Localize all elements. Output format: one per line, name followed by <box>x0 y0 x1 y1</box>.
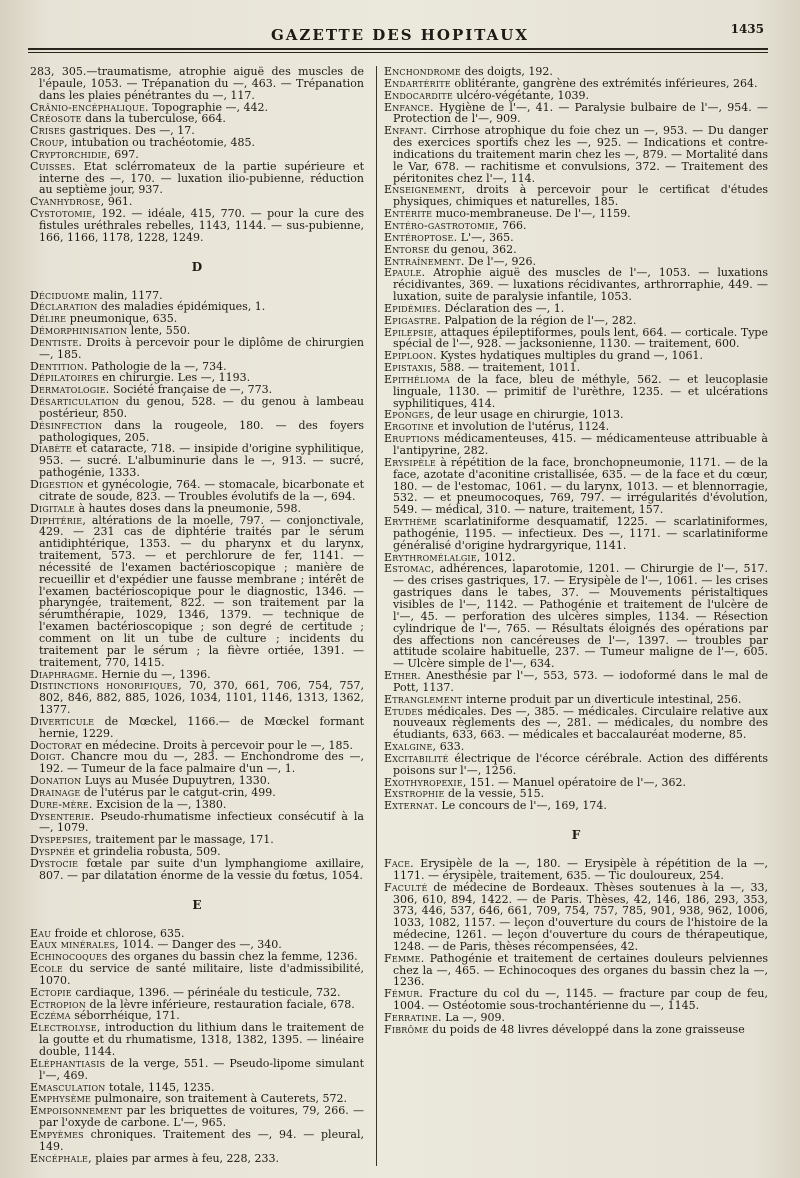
index-headword: Exalgine, <box>384 740 437 754</box>
index-references: de la vessie, 515. <box>444 787 545 801</box>
index-references: pulmonaire, son traitement à Cauterets, 572. <box>91 1092 347 1106</box>
index-headword: Distinctions honorifiques, <box>30 679 182 693</box>
index-references: De l'—, 926. <box>464 254 536 268</box>
index-references: 588. — traitement, 1011. <box>436 361 581 375</box>
index-references: électrique de l'écorce cérébrale. Action des différents poisons sur l'—, 1256. <box>393 751 768 777</box>
index-headword: Estomac, <box>384 562 435 576</box>
index-entry <box>384 882 768 953</box>
index-references: 283, 305.—traumatisme, atrophie aiguë des muscles de l'épaule, 1053. — Trépanation du —, 463. — Trépanation dans les plaies pénétrantes du —, 117. <box>30 66 364 102</box>
index-headword: Entorse <box>384 242 430 256</box>
section-letter: E <box>192 897 202 912</box>
index-references: altérations de la moelle, 797. — conjonctivale, 429. — 231 cas de diphtérie traités par le sérum antidiphtérique, 1353. — du pharynx et du larynx, traitement, 573. — et perchlorure de fer, 1141. — nécessité de l'examen bactérioscopique ; manière de recueillir et d'expédier une fausse membrane ; intérêt de l'examen bactérioscopique pour le diagnostic, 1346. — pharyngée, traitement, 822. — son traitement par la sérumthérapie, 1029, 1346, 1379. — technique de l'examen bactérioscopique ; son degré de certitude ; comment on lit un tube de culture ; incidents du traitement par le sérum ; la fièvre ortiée, 1391. — traitement, 770, 1415. <box>39 513 364 669</box>
index-references: attaques épileptiformes, pouls lent, 664. — corticale. Type spécial de l'—, 928. — jacksonienne, 1130. — traitement, 600. <box>393 325 768 351</box>
index-references: Cirrhose atrophique du foie chez un —, 953. — Du danger des exercices sportifs chez les —, 925. — Indications et contre-indications du traitement marin chez les —, 879. — Mortalité dans le Var, 678. — rachitisme et convulsions, 372. — Traitement des péritonites chez l'—, 114. <box>393 124 768 185</box>
index-references: ulcéro-végétante, 1039. <box>452 88 589 102</box>
index-references: La —, 909. <box>441 1010 506 1024</box>
index-headword: Ether. <box>384 669 421 683</box>
index-references: chroniques. Traitement des —, 94. — pleural, 149. <box>39 1127 364 1153</box>
index-references: à répétition de la face, bronchopneumonie, 1171. — de la face, azotate d'aconitine cristallisée, 635. — de la face et du cœur, 180. — de l'estomac, 1061. — du larynx, 1013. — et blennorragie, 532. — et pneumocoques, 769, 797. — irrégularités d'évolution, 549. — médical, 310. — nature, traitement, 157. <box>393 455 768 517</box>
index-references: 151. — Manuel opératoire de l'—, 362. <box>466 775 686 789</box>
index-entry <box>30 479 364 503</box>
index-entry <box>384 563 768 670</box>
index-headword: Enfance. <box>384 100 434 114</box>
index-references: et involution de l'utérus, 1124. <box>433 420 610 434</box>
index-headword: Fémur. <box>384 987 424 1001</box>
index-references: Droits à percevoir pour le diplôme de chirurgien —, 185. <box>39 335 364 361</box>
index-headword: Crânio-encéphalique. <box>30 100 149 114</box>
index-headword: Endocardite <box>384 88 453 102</box>
index-headword: Diphtérie, <box>30 513 87 527</box>
index-headword: Epigastre. <box>384 313 441 327</box>
index-references: et cataracte, 718. — insipide d'origine syphilitique, 953. — sucré. L'albuminurie dans le —, 913. — sucré, pathogénie, 1333. <box>39 442 364 480</box>
index-headword: Dysenterie. <box>30 809 95 823</box>
index-entry <box>30 396 364 420</box>
index-references: interne produit par un diverticule intestinal, 256. <box>462 692 742 706</box>
index-references: Palpation de la région de l'—, 282. <box>440 313 637 327</box>
index-headword: Dermatologie. <box>30 383 110 397</box>
index-headword: Entéro-gastrotomie, <box>384 218 499 232</box>
index-entry <box>30 420 364 444</box>
index-references: totale, 1145, 1235. <box>105 1080 215 1094</box>
index-references: de Mœckel, 1166.— de Mœckel formant hernie, 1229. <box>39 714 364 740</box>
index-headword: Epaule. <box>384 266 426 280</box>
index-headword: Créosote <box>30 112 82 126</box>
index-headword: Exstrophie <box>384 787 445 801</box>
index-references: Fracture du col du —, 1145. — fracture par coup de feu, 1004. — Ostéotomie sous-trochantérienne du —, 1145. <box>393 987 768 1013</box>
index-references: 697. <box>110 147 139 161</box>
index-headword: Ergotine <box>384 420 434 434</box>
index-headword: Dure-mère. <box>30 797 93 811</box>
index-references: oblitérante, gangrène des extrémités inférieures, 264. <box>450 76 758 90</box>
index-references: du service de santé militaire, liste d'admissibilité, 1070. <box>39 962 364 987</box>
index-entry <box>30 751 364 775</box>
index-references: de médecine de Bordeaux. Thèses soutenues à la —, 33, 306, 610, 894, 1422. — de Paris. Thèses, 42, 146, 186, 293, 353, 373, 446, 537, 646, 661, 709, 754, 757, 785, 901, 938, 962, 1006, 1033, 1082, 1157. — leçon d'ouverture du cours de l'histoire de la médecine, 1261. — leçon d'ouverture du cours de thérapeutique, 1248. — de Paris, thèses récompensées, 42. <box>393 880 768 953</box>
index-headword: Face. <box>384 857 414 870</box>
index-headword: Epiploon. <box>384 349 437 363</box>
index-entry <box>30 858 364 882</box>
index-references: fœtale par suite d'un lymphangiome axillaire, 807. — par dilatation énorme de la vessie du fœtus, 1054. <box>39 857 364 882</box>
index-references: Erysipèle de la —, 180. — Erysipèle à répétition de la —, 1171. — érysipèle, traitement, 635. — Tic douloureux, 254. <box>393 857 768 882</box>
index-entry <box>30 161 364 197</box>
index-entry <box>30 963 364 987</box>
index-headword: Erythème <box>384 515 437 529</box>
index-headword: Faculté <box>384 880 428 894</box>
section-letter: F <box>571 828 581 843</box>
index-entry <box>384 457 768 516</box>
index-headword: Doigt. <box>30 750 65 764</box>
index-entry <box>30 515 364 669</box>
index-references: 766. <box>498 218 527 232</box>
index-headword: Désinfection <box>30 418 103 432</box>
index-references: scarlatiniforme desquamatif, 1225. — scarlatiniformes, pathogénie, 1195. — infectieux. Des —, 1171. — scarlatiniforme généralisé d'origine hydrargyrique, 1141. <box>393 515 768 552</box>
index-entry <box>384 753 768 777</box>
index-references: 1014. — Danger des —, 340. <box>118 938 282 952</box>
index-entry <box>30 337 364 361</box>
index-headword: Eponges, <box>384 408 434 422</box>
index-references: de la face, bleu de méthyle, 562. — et leucoplasie linguale, 1130. — primitif de l'urèthre, 1235. — et ulcérations syphilitiques, 414. <box>393 372 768 410</box>
index-references: en médecine. Droits à percevoir pour le —, 185. <box>81 738 353 752</box>
section-letter: D <box>191 259 203 274</box>
index-headword: Diabète <box>30 442 73 456</box>
index-entry <box>384 433 768 457</box>
index-headword: Ecole <box>30 962 63 976</box>
index-references: des maladies épidémiques, 1. <box>97 300 266 314</box>
index-references: Pathologie de la —, 734. <box>87 359 227 373</box>
index-headword: Ectopie <box>30 985 72 999</box>
right-column <box>384 66 768 1171</box>
index-references: gastriques. Des —, 17. <box>65 124 195 138</box>
index-headword: Croup, <box>30 136 68 150</box>
index-headword: Ectropion <box>30 997 86 1011</box>
index-headword: Démorphinisation <box>30 324 128 338</box>
index-headword: Dyspepsies, <box>30 833 92 847</box>
index-references: du genou, 528. — du genou à lambeau postérieur, 850. <box>39 395 364 420</box>
index-headword: Enfant. <box>384 124 427 138</box>
index-references: Pathogénie et traitement de certaines douleurs pelviennes chez la —, 465. — Echinocoques des organes du bassin chez la —, 1236. <box>393 951 768 989</box>
index-references: introduction du lithium dans le traitement de la goutte et du rhumatisme, 1318, 1382, 1395. — linéaire double, 1144. <box>39 1021 364 1058</box>
index-references: des organes du bassin chez la femme, 1236. <box>107 950 358 964</box>
index-entry <box>30 1129 364 1153</box>
index-headword: Epistaxis, <box>384 361 437 375</box>
index-headword: Désarticulation <box>30 395 119 409</box>
index-references: par les briquettes de voitures, 79, 266. — par l'oxyde de carbone. L'—, 965. <box>39 1104 364 1130</box>
left-column <box>30 66 364 1171</box>
index-headword: Emasculation <box>30 1080 106 1094</box>
index-headword: Empyèmes <box>30 1127 84 1141</box>
index-references: adhérences, laparotomie, 1201. — Chirurgie de l'—, 517. — des crises gastriques, 17. — Erysipèle de l'—, 1061. — les crises gastriques dans le tabes, 37. — Mouvements péristaltiques visibles de l'—, 1142. — Pathogénie et traitement de l'ulcère de l'—, 45. — perforation des ulcères simples, 1134. — Résection cylindrique de l'—, 765. — Résultats éloignés des opérations par des affections non cancéreuses de l'—, 1397. — troubles par attitude scolaire habituelle, 237. — Tumeur maligne de l'—, 605. — Ulcère simple de l'—, 634. <box>393 562 768 671</box>
index-references: de leur usage en chirurgie, 1013. <box>433 408 624 422</box>
index-headword: Epithélioma <box>384 372 450 386</box>
index-entry <box>30 1022 364 1058</box>
index-references: Société française de —, 773. <box>109 383 273 397</box>
index-headword: Erysipèle <box>384 455 436 469</box>
index-references: Etat sclérromateux de la partie supérieure et interne des —, 170. — luxation ilio-pubienne, réduction au septième jour, 937. <box>39 159 364 197</box>
index-references: des doigts, 192. <box>460 66 553 78</box>
index-references: séborrhéique, 171. <box>70 1009 180 1023</box>
index-references: médicales. Des —, 385. — médicales. Circulaire relative aux nouveaux règlements des —, 281. — médicales, du nombre des étudiants, 633, 663. — médicales et baccalauréat moderne, 85. <box>393 704 768 742</box>
index-references: pneumonique, 635. <box>66 312 178 326</box>
index-entry <box>384 670 768 694</box>
index-headword: Epilepsie, <box>384 325 438 339</box>
index-references: Excision de la —, 1380. <box>92 797 227 811</box>
index-headword: Epidémies. <box>384 301 441 315</box>
index-entry <box>30 66 364 102</box>
index-headword: Dentiste. <box>30 335 83 349</box>
index-headword: Cyanhydrose, <box>30 195 105 209</box>
index-entry <box>384 516 768 552</box>
index-references: 192. — idéale, 415, 770. — pour la cure des fistules uréthrales rebelles, 1143, 1144. — sus-pubienne, 166, 1166, 1178, 1228, 1249. <box>39 207 364 244</box>
index-references: Le concours de l'—, 169, 174. <box>437 799 607 813</box>
index-entry <box>384 988 768 1012</box>
index-entry <box>30 208 364 244</box>
index-references: Luys au Musée Dupuytren, 1330. <box>81 774 271 788</box>
index-headword: Fibrôme <box>384 1022 429 1036</box>
index-headword: Etudes <box>384 704 424 718</box>
index-headword: Cryptorchidie, <box>30 147 111 161</box>
index-references: à hautes doses dans la pneumonie, 598. <box>74 501 302 515</box>
index-headword: Entraînement. <box>384 254 465 268</box>
index-headword: Endartérite <box>384 76 451 90</box>
index-headword: Dépilatoires <box>30 371 99 385</box>
index-entry <box>384 184 768 208</box>
column-divider <box>376 66 377 1166</box>
index-headword: Externat. <box>384 799 438 813</box>
index-entry <box>384 102 768 126</box>
index-headword: Digestion <box>30 478 84 491</box>
index-headword: Diaphragme. <box>30 667 99 681</box>
index-headword: Délire <box>30 312 67 326</box>
index-headword: Donation <box>30 774 82 788</box>
index-headword: Crises <box>30 124 66 138</box>
index-entry <box>30 680 364 716</box>
index-references: Kystes hydatiques multiples du grand —, 1061. <box>436 349 704 363</box>
index-entry <box>384 953 768 989</box>
index-references: de l'utérus par le catgut-crin, 499. <box>80 785 276 799</box>
index-references: dans la tuberculose, 664. <box>81 112 226 126</box>
index-references: Pseudo-rhumatisme infectieux consécutif à la —, 1079. <box>39 809 364 835</box>
index-headword: Dyspnée <box>30 845 76 859</box>
index-headword: Eau <box>30 926 52 940</box>
index-headword: Excitabilité <box>384 751 449 765</box>
index-entry <box>384 267 768 303</box>
index-entry <box>384 1024 768 1036</box>
index-entry <box>384 374 768 410</box>
index-headword: Exothyropexie, <box>384 775 467 789</box>
index-entry <box>30 1153 364 1165</box>
index-headword: Eruptions <box>384 432 440 446</box>
header-rule-thick <box>28 48 768 50</box>
index-references: traitement par le massage, 171. <box>91 833 274 847</box>
page-header-title: GAZETTE DES HOPITAUX <box>270 26 529 44</box>
index-headword: Echinocoques <box>30 950 108 964</box>
index-references: cardiaque, 1396. — périnéale du testicule, 732. <box>71 985 341 999</box>
index-references: 961. <box>104 195 133 209</box>
index-references: Topographie —, 442. <box>148 100 268 114</box>
header-rule-thin <box>28 52 768 53</box>
index-headword: Femme. <box>384 951 425 965</box>
index-references: Déclaration des —, 1. <box>441 301 565 315</box>
index-entry <box>30 443 364 479</box>
index-headword: Dentition. <box>30 359 88 373</box>
index-references: médicamenteuses, 415. — médicamenteuse attribuable à l'antipyrine, 282. <box>393 432 768 457</box>
index-references: L'—, 365. <box>457 230 514 244</box>
index-references: froide et chlorose, 635. <box>51 926 185 940</box>
index-references: du poids de 48 livres développé dans la zone graisseuse <box>428 1022 745 1036</box>
index-references: du genou, 362. <box>429 242 517 256</box>
index-entry <box>30 1105 364 1129</box>
index-headword: Ferratine. <box>384 1010 442 1024</box>
index-references: en chirurgie. Les —, 1193. <box>98 371 251 385</box>
index-headword: Emphysème <box>30 1092 92 1106</box>
index-references: Atrophie aiguë des muscles de l'—, 1053. — luxations récidivantes, 369. — luxations récidivantes, arthrorraphie, 449. — luxation, suite de paralysie infantile, 1053. <box>393 266 768 304</box>
index-entry <box>30 716 364 740</box>
index-references: Hygiène de l'—, 41. — Paralysie bulbaire de l'—, 954. — Protection de l'—, 909. <box>393 100 768 126</box>
index-headword: Cystotomie, <box>30 207 96 221</box>
index-headword: Electrolyse, <box>30 1021 101 1035</box>
index-references: dans la rougeole, 180. — des foyers pathologiques, 205. <box>39 418 364 444</box>
index-headword: Entéroptose. <box>384 230 458 244</box>
index-references: 70, 370, 661, 706, 754, 757, 802, 846, 882, 885, 1026, 1034, 1101, 1146, 1313, 1362, 1377. <box>39 679 364 717</box>
index-references: de la lèvre inférieure, restauration faciale, 678. <box>85 997 355 1011</box>
index-references: droits à percevoir pour le certificat d'études physiques, chimiques et naturelles, 185. <box>393 183 768 209</box>
index-references: muco-membraneuse. De l'—, 1159. <box>432 207 631 221</box>
index-headword: Doctorat <box>30 738 82 752</box>
index-references: 1012. <box>480 550 516 564</box>
index-references: plaies par armes à feu, 228, 233. <box>91 1151 280 1165</box>
index-references: Chancre mou du —, 283. — Enchondrome des —, 192. — Tumeur de la face palmaire d'un —, 1. <box>39 750 364 776</box>
index-headword: Digitale <box>30 501 75 515</box>
index-entry <box>384 706 768 742</box>
index-entry <box>384 858 768 882</box>
index-references: malin, 1177. <box>89 288 163 302</box>
index-entry <box>30 811 364 835</box>
index-references: Anesthésie par l'—, 553, 573. — iodoformé dans le mal de Pott, 1137. <box>393 669 768 694</box>
index-references: de la verge, 551. — Pseudo-lipome simulant l'—, 469. <box>39 1056 364 1082</box>
index-headword: Erythromélalgie, <box>384 550 481 564</box>
index-entry <box>384 327 768 351</box>
index-entry <box>384 125 768 184</box>
index-headword: Enseignement, <box>384 183 466 197</box>
index-references: et gynécologie, 764. — stomacale, bicarbonate et citrate de soude, 823. — Troubles évolutifs de la —, 694. <box>39 478 364 503</box>
index-references: lente, 550. <box>127 324 191 338</box>
index-references: et grindelia robusta, 509. <box>75 845 221 859</box>
index-headword: Entérite <box>384 207 433 221</box>
index-headword: Etranglement <box>384 692 463 706</box>
index-headword: Déciduome <box>30 288 90 302</box>
index-references: intubation ou trachéotomie, 485. <box>67 136 255 150</box>
index-headword: Diverticule <box>30 714 95 728</box>
index-headword: Dystocie <box>30 857 79 870</box>
index-headword: Drainage <box>30 785 81 799</box>
index-entry <box>30 1058 364 1082</box>
index-headword: Déclaration <box>30 300 98 314</box>
page-number: 1435 <box>730 22 764 36</box>
index-references: Hernie du —, 1396. <box>98 667 211 681</box>
index-headword: Eczéma <box>30 1009 71 1023</box>
index-headword: Eaux minérales, <box>30 938 119 952</box>
index-headword: Enchondrome <box>384 66 461 78</box>
index-headword: Cuisses. <box>30 159 76 173</box>
index-references: 633. <box>436 740 465 754</box>
index-headword: Encéphale, <box>30 1151 92 1165</box>
index-headword: Empoisonnement <box>30 1104 123 1118</box>
index-headword: Eléphantiasis <box>30 1056 106 1070</box>
index-entry <box>384 800 768 812</box>
